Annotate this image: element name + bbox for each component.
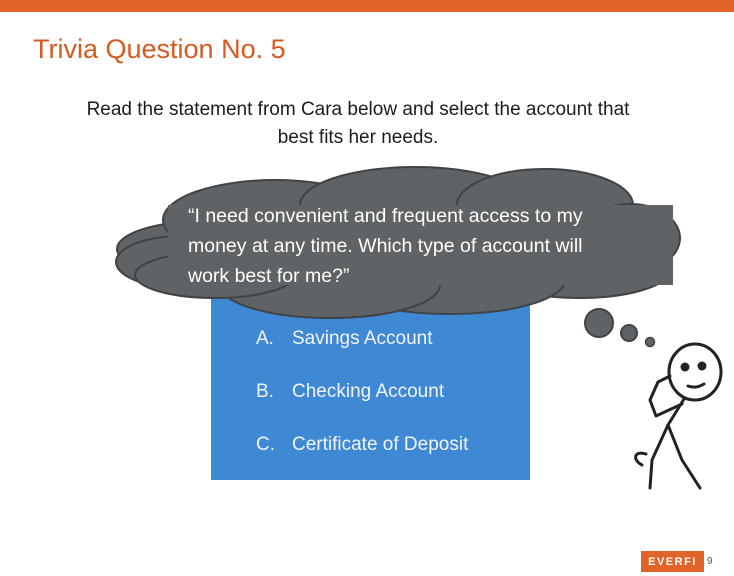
everfi-logo: EVERFI <box>641 551 704 572</box>
option-letter: C. <box>256 434 275 455</box>
thought-line-2: money at any time. Which type of account will <box>188 235 583 257</box>
stick-figure-icon <box>612 330 734 490</box>
option-label: Checking Account <box>292 381 445 402</box>
option-label: Savings Account <box>292 328 433 349</box>
option-label: Certificate of Deposit <box>292 434 469 455</box>
slide-title: Trivia Question No. 5 <box>33 34 286 64</box>
thought-line-3: work best for me?” <box>188 265 350 287</box>
thought-text <box>188 201 658 291</box>
page-number: 9 <box>707 556 713 567</box>
instructions-line-2: best fits her needs. <box>277 127 439 148</box>
thought-line-1: “I need convenient and frequent access to my <box>188 205 583 227</box>
option-letter: B. <box>256 381 274 402</box>
option-letter: A. <box>256 328 274 349</box>
instructions-line-1: Read the statement from Cara below and select the account that <box>86 99 630 120</box>
